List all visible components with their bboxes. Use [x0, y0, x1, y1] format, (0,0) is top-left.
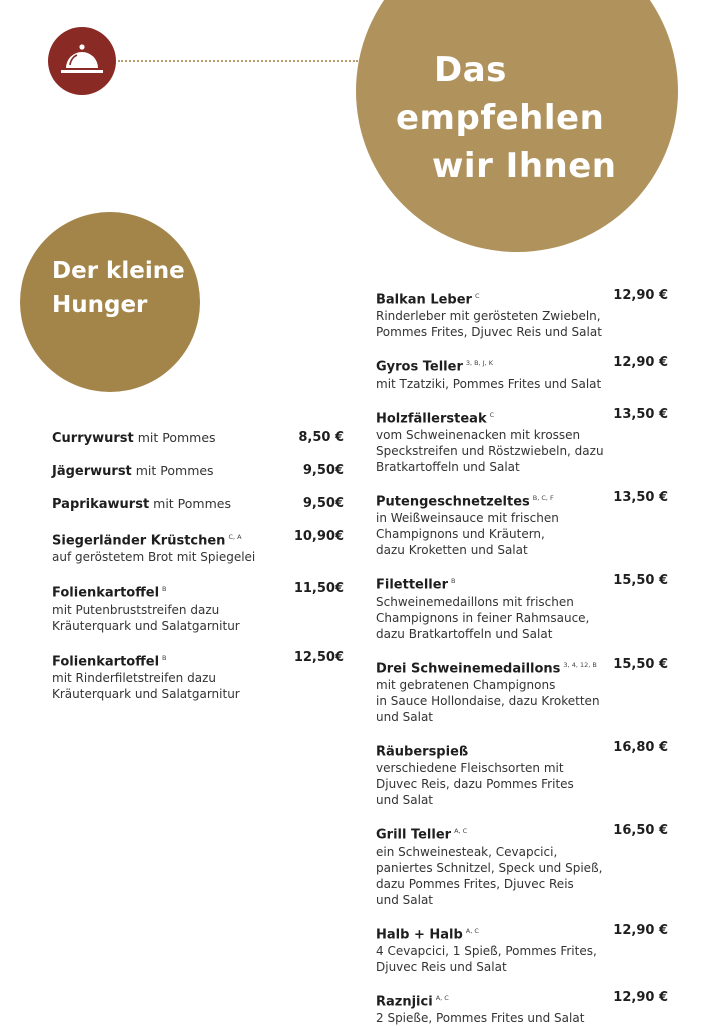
section-title [52, 254, 212, 322]
menu-item [376, 407, 668, 475]
allergen-codes: B [162, 653, 167, 662]
menu-item-description: vom Schweinenacken mit krossen Speckstreifen und Röstzwiebeln, dazu Bratkartoffeln und Salat [376, 427, 604, 474]
menu-item-name: Paprikawurst [52, 497, 150, 512]
menu-item [376, 490, 668, 558]
menu-item [52, 430, 344, 447]
menu-item-name: Drei Schweinemedaillons [376, 660, 561, 676]
menu-item [376, 355, 668, 391]
menu-item-suffix: mit Pommes [149, 496, 231, 511]
menu-item-description: mit Tzatziki, Pommes Frites und Salat [376, 376, 602, 391]
menu-item-price: 8,50 € [298, 430, 344, 445]
menu-item-description: verschiedene Fleischsorten mit Djuvec Reis, dazu Pommes Frites und Salat [376, 761, 574, 808]
menu-item-price: 15,50 € [613, 573, 668, 589]
menu-item-description: auf geröstetem Brot mit Spiegelei [52, 550, 256, 565]
menu-item-suffix: mit Pommes [131, 463, 214, 478]
menu-item-description: Schweinemedaillons mit frischen Champignons in feiner Rahmsauce, dazu Bratkartoffeln und Salat [376, 594, 590, 641]
section-title-line: Hunger [52, 292, 148, 318]
menu-item-description: mit gebratenen Champignons in Sauce Hollondaise, dazu Kroketten und Salat [376, 677, 600, 724]
menu-item-price: 13,50 € [613, 406, 668, 422]
menu-item-price: 9,50€ [302, 496, 344, 511]
menu-item [376, 288, 668, 340]
menu-item [376, 923, 668, 975]
menu-item-name: Raznjici [376, 994, 433, 1010]
menu-item-name: Folienkartoffel [52, 653, 160, 669]
menu-item-name: Gyros Teller [376, 359, 463, 375]
menu-item-price: 13,50 € [613, 489, 668, 505]
allergen-codes: C [474, 292, 480, 300]
page-title-line: empfehlen [396, 98, 605, 138]
menu-item-price: 12,50€ [293, 649, 344, 665]
menu-item-description: mit Rinderfiletstreifen dazu Kräuterquark und Salatgarnitur [52, 670, 240, 701]
menu-item [376, 823, 668, 907]
menu-item [376, 740, 668, 808]
left-menu-column [52, 430, 344, 702]
section-title-line: Der kleine [52, 258, 185, 284]
menu-item-name: Holzfällersteak [376, 410, 487, 426]
menu-item-description: ein Schweinesteak, Cevapcici, paniertes Schnitzel, Speck und Spieß, dazu Pommes Frites, Djuvec Reis und Salat [376, 844, 603, 907]
menu-item [376, 990, 668, 1026]
allergen-codes: A, C [454, 827, 468, 836]
allergen-codes: B [451, 577, 456, 586]
menu-item-price: 16,80 € [613, 739, 668, 755]
menu-item-price: 16,50 € [613, 823, 668, 839]
menu-item [376, 657, 668, 725]
menu-item-price: 12,90 € [613, 989, 668, 1005]
menu-item [52, 529, 344, 565]
menu-item [52, 496, 344, 513]
menu-item-name: Siegerländer Krüstchen [52, 533, 226, 549]
menu-item-name: Jägerwurst [52, 464, 132, 479]
menu-item [52, 581, 344, 633]
menu-item-suffix: mit Pommes [133, 430, 216, 445]
menu-item [52, 650, 344, 702]
menu-item-name: Folienkartoffel [52, 585, 160, 601]
allergen-codes: A, C [435, 993, 449, 1002]
cloche-icon [48, 27, 116, 95]
menu-item-price: 9,50€ [302, 463, 344, 478]
page-title-line: wir Ihnen [432, 146, 617, 186]
menu-item-price: 10,90€ [293, 529, 344, 544]
menu-item [376, 573, 668, 641]
menu-item-name: Putengeschnetzeltes [376, 494, 530, 510]
allergen-codes: C, A [228, 533, 242, 541]
menu-item-name: Halb + Halb [376, 926, 463, 942]
menu-item-name: Räuberspieß [376, 744, 469, 760]
menu-item-price: 11,50€ [293, 581, 344, 597]
menu-item-name: Balkan Leber [376, 292, 472, 308]
allergen-codes: C [489, 410, 495, 419]
menu-item-price: 12,90 € [613, 355, 668, 371]
menu-item-price: 12,90 € [613, 922, 668, 938]
menu-item-description: in Weißweinsauce mit frischen Champignons und Kräutern, dazu Kroketten und Salat [376, 511, 559, 558]
menu-item-description: 4 Cevapcici, 1 Spieß, Pommes Frites, Djuvec Reis und Salat [376, 943, 597, 974]
page-title-line: Das [434, 50, 507, 90]
menu-item-description: 2 Spieße, Pommes Frites und Salat [376, 1011, 585, 1026]
dotted-divider [118, 60, 358, 62]
menu-item-price: 15,50 € [613, 656, 668, 672]
menu-item-description: Rinderleber mit gerösteten Zwiebeln, Pommes Frites, Djuvec Reis und Salat [376, 309, 602, 340]
right-menu-column [376, 288, 668, 1026]
allergen-codes: B, C, F [532, 493, 554, 502]
allergen-codes: 3, 4, 12, B [563, 660, 597, 669]
menu-item-description: mit Putenbruststreifen dazu Kräuterquark und Salatgarnitur [52, 602, 240, 633]
menu-item-name: Grill Teller [376, 827, 452, 843]
menu-item [52, 463, 344, 480]
menu-item-name: Currywurst [52, 431, 134, 446]
allergen-codes: A, C [465, 926, 479, 935]
menu-item-name: Filetteller [376, 577, 448, 593]
menu-item-price: 12,90 € [613, 288, 668, 303]
allergen-codes: 3, B, J, K [465, 359, 494, 368]
allergen-codes: B [162, 585, 167, 594]
page-title [356, 46, 678, 190]
